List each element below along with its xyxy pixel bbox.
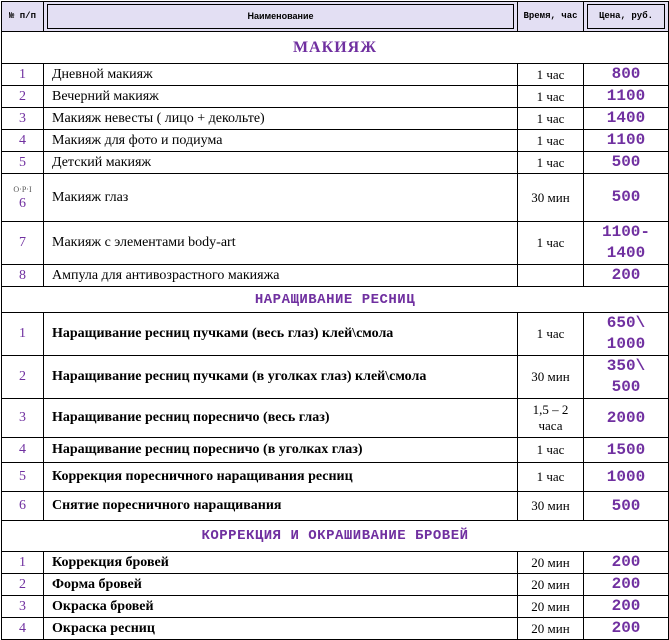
row-price: 2000: [584, 399, 669, 438]
header-price-box: [587, 4, 665, 29]
row-price: 1100-1400: [584, 222, 669, 265]
table-row: [2, 174, 669, 222]
table-row: [2, 313, 669, 356]
row-name: Наращивание ресниц пучками (весь глаз) клей\смола: [44, 313, 518, 356]
section-row: [2, 32, 669, 64]
row-price: 800: [584, 64, 669, 86]
opi-mark: O·P·I: [13, 184, 32, 194]
table-row: [2, 222, 669, 265]
row-num: 2: [2, 356, 44, 399]
row-name: Ампула для антивозрастного макияжа: [44, 265, 518, 287]
table-row: [2, 438, 669, 463]
table-row: [2, 552, 669, 574]
header-name-cell: [44, 2, 518, 32]
row-num: 2: [2, 574, 44, 596]
row-price: 350\ 500: [584, 356, 669, 399]
section-title: КОРРЕКЦИЯ И ОКРАШИВАНИЕ БРОВЕЙ: [2, 521, 669, 552]
row-name: Наращивание ресниц поресничо (в уголках глаз): [44, 438, 518, 463]
row-price: 500: [584, 152, 669, 174]
header-num-cell: [2, 2, 44, 32]
header-row: [2, 2, 669, 32]
table-row: [2, 152, 669, 174]
table-row: [2, 265, 669, 287]
row-time: 1 час: [518, 108, 584, 130]
header-time-cell: [518, 2, 584, 32]
row-num: 7: [2, 222, 44, 265]
table-row: [2, 463, 669, 492]
header-price: Цена, руб.: [598, 11, 653, 21]
row-num: 1: [2, 552, 44, 574]
row-price: 500: [584, 174, 669, 222]
row-num: 4: [2, 438, 44, 463]
row-num: 6: [2, 492, 44, 521]
table-row: [2, 492, 669, 521]
row-num: 3: [2, 399, 44, 438]
row-name: Форма бровей: [44, 574, 518, 596]
header-time: Время, час: [523, 11, 578, 21]
row-price: 200: [584, 618, 669, 640]
row-time: 30 мин: [518, 492, 584, 521]
row-time: [518, 265, 584, 287]
row-name: Макияж с элементами body-art: [44, 222, 518, 265]
row-price: 1500: [584, 438, 669, 463]
header-name-box: [47, 4, 514, 29]
row-name: Макияж глаз: [44, 174, 518, 222]
row-num: 4: [2, 130, 44, 152]
row-time: 30 мин: [518, 174, 584, 222]
row-num: 5: [2, 463, 44, 492]
row-price: 200: [584, 265, 669, 287]
row-num: 3: [2, 596, 44, 618]
row-price: 200: [584, 574, 669, 596]
row-time: 1 час: [518, 222, 584, 265]
row-price: 200: [584, 596, 669, 618]
row-price: 1000: [584, 463, 669, 492]
row-time: 20 мин: [518, 552, 584, 574]
row-name: Снятие поресничного наращивания: [44, 492, 518, 521]
table-row: [2, 399, 669, 438]
row-num: 1: [2, 64, 44, 86]
row-price: 500: [584, 492, 669, 521]
row-name: Наращивание ресниц пучками (в уголках глаз) клей\смола: [44, 356, 518, 399]
row-name: Окраска ресниц: [44, 618, 518, 640]
row-name: Наращивание ресниц поресничо (весь глаз): [44, 399, 518, 438]
row-name: Макияж невесты ( лицо + декольте): [44, 108, 518, 130]
row-time: 1 час: [518, 64, 584, 86]
table-row: [2, 574, 669, 596]
header-num: № п/п: [8, 11, 36, 21]
table-row: [2, 130, 669, 152]
row-time: 1 час: [518, 438, 584, 463]
row-name: Макияж для фото и подиума: [44, 130, 518, 152]
row-price: 1100: [584, 130, 669, 152]
row-time: 30 мин: [518, 356, 584, 399]
table-row: [2, 86, 669, 108]
row-num: 2: [2, 86, 44, 108]
row-name: Детский макияж: [44, 152, 518, 174]
row-num: 6: [19, 195, 26, 211]
row-num: 8: [2, 265, 44, 287]
table-row: [2, 596, 669, 618]
row-time: 20 мин: [518, 596, 584, 618]
row-name: Вечерний макияж: [44, 86, 518, 108]
row-price: 1100: [584, 86, 669, 108]
row-time: 1 час: [518, 463, 584, 492]
table-row: [2, 356, 669, 399]
section-title: НАРАЩИВАНИЕ РЕСНИЦ: [2, 287, 669, 313]
row-name: Дневной макияж: [44, 64, 518, 86]
row-time: 20 мин: [518, 618, 584, 640]
price-table: [1, 1, 669, 640]
table-row: [2, 108, 669, 130]
row-time: 1 час: [518, 86, 584, 108]
row-time: 20 мин: [518, 574, 584, 596]
row-num-cell: [2, 174, 44, 222]
section-title: МАКИЯЖ: [2, 32, 669, 64]
row-price: 200: [584, 552, 669, 574]
section-row: [2, 521, 669, 552]
row-price: 1400: [584, 108, 669, 130]
table-row: [2, 64, 669, 86]
row-num: 3: [2, 108, 44, 130]
row-num: 4: [2, 618, 44, 640]
row-num: 1: [2, 313, 44, 356]
row-time: 1 час: [518, 313, 584, 356]
header-price-cell: [584, 2, 669, 32]
row-time: 1 час: [518, 130, 584, 152]
section-row: [2, 287, 669, 313]
row-time: 1 час: [518, 152, 584, 174]
header-name: Наименование: [247, 11, 314, 21]
table-row: [2, 618, 669, 640]
row-name: Коррекция поресничного наращивания ресниц: [44, 463, 518, 492]
row-name: Коррекция бровей: [44, 552, 518, 574]
row-price: 650\ 1000: [584, 313, 669, 356]
row-num: 5: [2, 152, 44, 174]
row-time: 1,5 – 2 часа: [518, 399, 584, 438]
row-name: Окраска бровей: [44, 596, 518, 618]
